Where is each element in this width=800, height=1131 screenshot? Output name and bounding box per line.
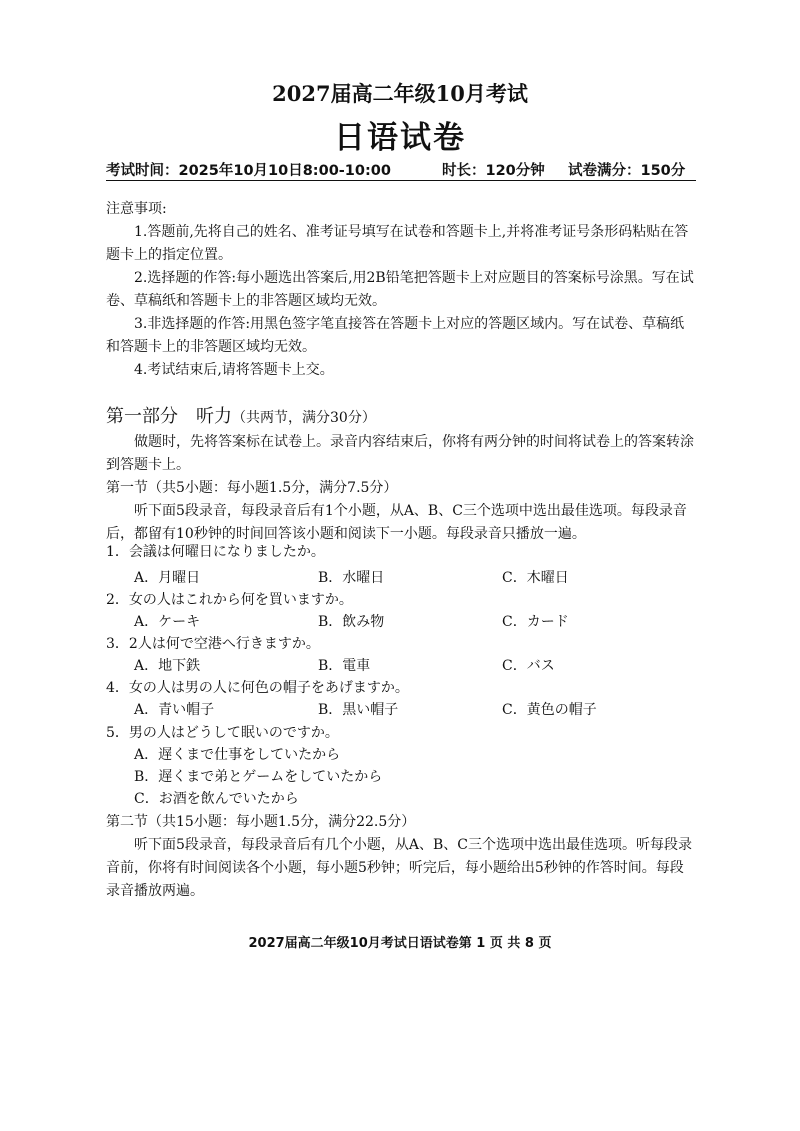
- question-3-option-c: C．バス: [502, 658, 555, 674]
- notice-item-2: 2.选择题的作答:每小题选出答案后,用2B铅笔把答题卡上对应题目的答案标号涂黑。写在试卷、草稿纸和答题卡上的非答题区域均无效。: [106, 270, 694, 309]
- exam-full-score: 试卷满分：150分: [568, 163, 686, 179]
- question-3-option-a: A．地下鉄: [134, 658, 201, 674]
- question-1-option-b: B．水曜日: [318, 570, 385, 586]
- question-4-option-c: C．黄色の帽子: [502, 702, 597, 718]
- page-footer: 2027届高二年级10月考试日语试卷第 1 页 共 8 页: [248, 936, 552, 951]
- question-4-option-a: A．青い帽子: [134, 702, 215, 718]
- question-2-option-a: A．ケーキ: [134, 614, 201, 630]
- section2-instructions: 听下面5段录音，每段录音后有几个小题，从A、B、C三个选项中选出最佳选项。听每段录音前，你将有时间阅读各个小题，每小题5秒钟；听完后，每小题给出5秒钟的作答时间。每段录音播放两遍。: [106, 837, 693, 899]
- exam-title: 2027届高二年级10月考试: [272, 81, 528, 106]
- question-5-option-a: A．遅くまで仕事をしていたから: [134, 747, 341, 763]
- question-2: 2．女の人はこれから何を買いますか。: [106, 592, 353, 608]
- section1-title: 第一节（共5小题：每小题1.5分，满分7.5分）: [106, 480, 398, 496]
- question-3: 3．2人は何で空港へ行きますか。: [106, 636, 320, 652]
- question-3-option-b: B．電車: [318, 658, 371, 674]
- question-5-option-b: B．遅くまで弟とゲームをしていたから: [134, 769, 383, 785]
- question-4-option-b: B．黒い帽子: [318, 702, 399, 718]
- exam-duration: 时长：120分钟: [442, 163, 545, 179]
- part1-title-main: 第一部分 听力: [106, 406, 232, 427]
- section1-instructions: 听下面5段录音，每段录音后有1个小题，从A、B、C三个选项中选出最佳选项。每段录音后，都留有10秒钟的时间回答该小题和阅读下一小题。每段录音只播放一遍。: [106, 503, 687, 542]
- exam-time: 考试时间：2025年10月10日8:00-10:00: [106, 163, 391, 179]
- subject-title: 日语试卷: [334, 120, 466, 156]
- header-rule: [106, 180, 696, 181]
- part1-intro: 做题时，先将答案标在试卷上。录音内容结束后，你将有两分钟的时间将试卷上的答案转涂到答题卡上。: [106, 434, 694, 473]
- notice-item-1: 1.答题前,先将自己的姓名、准考证号填写在试卷和答题卡上,并将准考证号条形码粘贴在答题卡上的指定位置。: [106, 224, 689, 263]
- question-1-option-a: A．月曜日: [134, 570, 201, 586]
- part1-title-score: （共两节，满分30分）: [232, 410, 376, 426]
- notice-item-3: 3.非选择题的作答:用黑色签字笔直接答在答题卡上对应的答题区域内。写在试卷、草稿纸和答题卡上的非答题区域均无效。: [106, 316, 685, 355]
- question-5: 5．男の人はどうして眠いのですか。: [106, 725, 339, 741]
- question-5-option-c: C．お酒を飲んでいたから: [134, 791, 299, 807]
- part1-title: [106, 402, 376, 428]
- question-1-option-c: C．木曜日: [502, 570, 569, 586]
- question-2-option-c: C．カード: [502, 614, 569, 630]
- question-4: 4．女の人は男の人に何色の帽子をあげますか。: [106, 680, 409, 696]
- question-2-option-b: B．飲み物: [318, 614, 385, 630]
- notice-heading: 注意事项:: [106, 201, 167, 217]
- notice-item-4: 4.考试结束后,请将答题卡上交。: [134, 362, 334, 378]
- question-1: 1．会議は何曜日になりましたか。: [106, 544, 325, 560]
- section2-title: 第二节（共15小题：每小题1.5分，满分22.5分）: [106, 814, 416, 830]
